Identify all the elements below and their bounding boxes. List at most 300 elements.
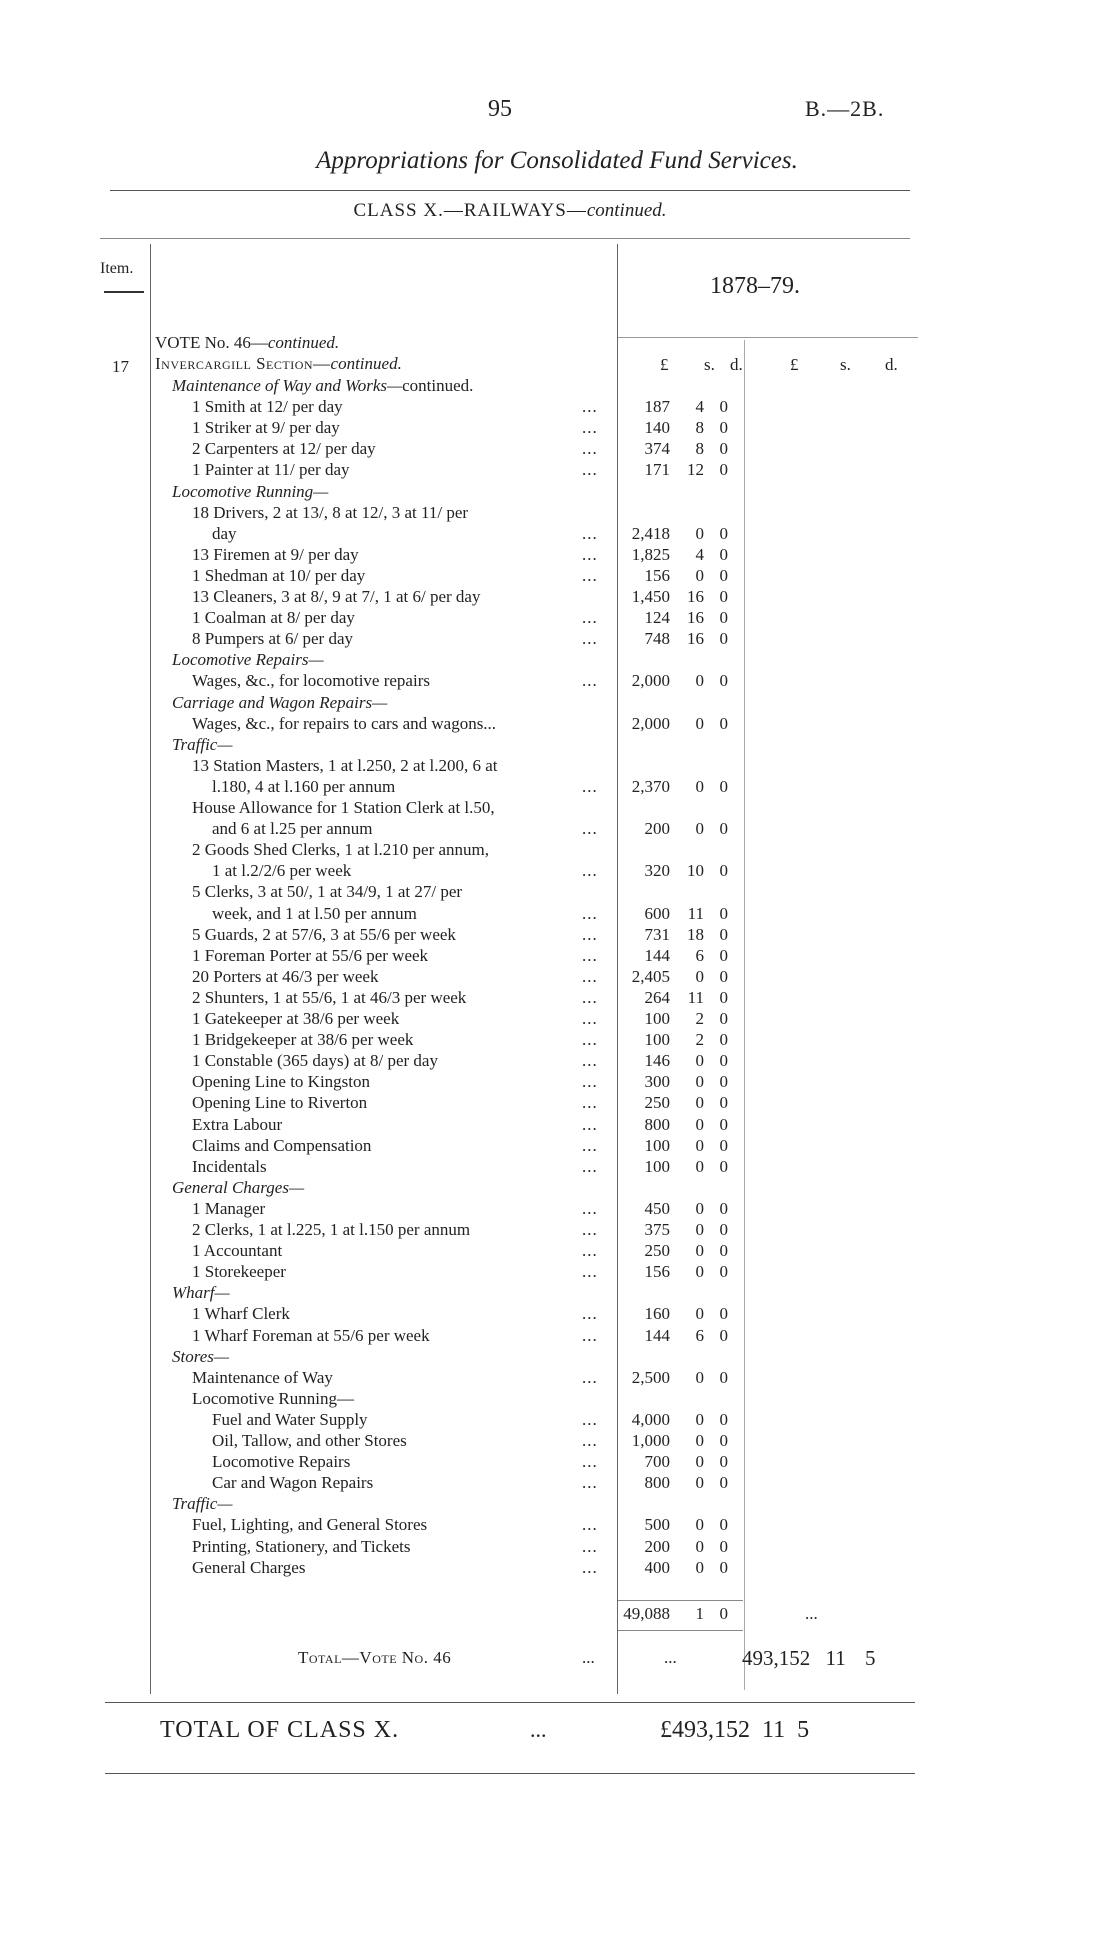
line-item <box>150 1093 1050 1114</box>
line-item-pounds: 144 <box>644 1325 670 1345</box>
page-number: 95 <box>488 96 512 122</box>
line-item-shillings: 0 <box>695 1114 704 1134</box>
line-item <box>150 1115 1050 1136</box>
line-item-label: 1 at l.2/2/6 per week <box>212 861 352 881</box>
leader-dots: ... <box>582 819 598 839</box>
line-item-label: 20 Porters at 46/3 per week <box>192 966 379 986</box>
line-item-shillings: 0 <box>695 1304 704 1324</box>
vote-total-pence: 5 <box>864 1646 876 1670</box>
line-item-label: 1 Foreman Porter at 55/6 per week <box>192 945 429 965</box>
line-item-pounds: 2,500 <box>631 1367 670 1387</box>
line-item <box>150 629 1050 650</box>
line-item-shillings: 0 <box>695 966 704 986</box>
line-item-label: l.180, 4 at l.160 per annum <box>212 776 396 796</box>
line-item-label: 2 Shunters, 1 at 55/6, 1 at 46/3 per week <box>192 987 467 1007</box>
class-title-continued: continued. <box>586 200 667 221</box>
class-title <box>0 200 1020 222</box>
line-item-shillings: 18 <box>687 924 704 944</box>
line-item-pence: 0 <box>719 544 728 564</box>
leader-dots: ... <box>582 418 598 438</box>
leader-dots: ... <box>582 1325 598 1345</box>
line-item-label: Extra Labour <box>192 1114 283 1134</box>
line-item <box>150 840 1050 861</box>
line-item <box>150 1304 1050 1325</box>
line-item <box>150 1072 1050 1093</box>
line-item-shillings: 0 <box>695 776 704 796</box>
line-item-pence: 0 <box>719 1030 728 1050</box>
line-item <box>150 1220 1050 1241</box>
line-item-shillings: 2 <box>695 1009 704 1028</box>
line-item <box>150 650 1050 671</box>
line-item-pence: 0 <box>719 671 728 691</box>
line-item-pence: 0 <box>719 1325 728 1345</box>
line-item-pence: 0 <box>719 776 728 796</box>
line-item <box>150 1199 1050 1220</box>
line-item-pence: 0 <box>719 439 728 459</box>
line-item-pounds: 400 <box>644 1557 670 1577</box>
pounds-header: £ <box>660 355 669 374</box>
class-total-amount: £493,152 11 5 <box>660 1717 810 1743</box>
line-item-label: Locomotive Running— <box>192 1388 354 1408</box>
line-item-pounds: 200 <box>644 819 670 839</box>
line-item <box>150 1009 1050 1030</box>
line-item <box>150 904 1050 925</box>
line-item-label: 2 Carpenters at 12/ per day <box>192 439 376 459</box>
line-item <box>150 397 1050 418</box>
line-item-pence: 0 <box>719 1536 728 1556</box>
line-item-label: Traffic— <box>172 734 233 754</box>
line-item-label: Locomotive Repairs— <box>172 650 324 670</box>
line-item-pence: 0 <box>719 587 728 606</box>
leader-dots: ... <box>582 1262 598 1282</box>
line-item-shillings: 0 <box>695 1220 704 1239</box>
line-item-label: Wages, &c., for repairs to cars and wagons... <box>192 713 497 733</box>
leader-dots: ... <box>582 1072 598 1092</box>
line-item-pence: 0 <box>719 861 728 881</box>
line-item-label: Stores— <box>172 1346 229 1366</box>
line-item-label: 1 Wharf Foreman at 55/6 per week <box>192 1325 430 1345</box>
line-item-label: 1 Storekeeper <box>192 1262 286 1282</box>
line-item-label: 13 Station Masters, 1 at l.250, 2 at l.200, 6 at <box>192 755 498 775</box>
line-item-pence: 0 <box>719 1220 728 1239</box>
line-item <box>150 1051 1050 1072</box>
line-item <box>150 1515 1050 1536</box>
leader-dots: ... <box>582 1135 598 1155</box>
line-item-shillings: 0 <box>695 1262 704 1282</box>
line-item <box>150 545 1050 566</box>
line-item-label: Traffic— <box>172 1494 233 1514</box>
line-item-label: 1 Bridgekeeper at 38/6 per week <box>192 1030 414 1050</box>
line-item-label: General Charges <box>192 1557 306 1577</box>
line-item-label: Fuel and Water Supply <box>212 1409 368 1429</box>
line-item-label: House Allowance for 1 Station Clerk at l.50, <box>192 798 495 817</box>
leader-dots: ... <box>582 1241 598 1261</box>
line-item-shillings: 0 <box>695 1051 704 1071</box>
line-item-shillings: 0 <box>695 565 704 585</box>
line-item-shillings: 8 <box>695 418 704 438</box>
leader-dots: ... <box>582 861 598 881</box>
leader-dots: ... <box>582 565 598 585</box>
line-item-shillings: 6 <box>695 1325 704 1345</box>
section-heading-continued: continued. <box>330 354 402 373</box>
class-total-top-rule <box>105 1702 915 1703</box>
line-item-pounds: 2,405 <box>631 966 670 986</box>
leader-dots: ... <box>582 1452 598 1472</box>
vote-total-amount <box>742 1646 875 1671</box>
line-item-label: Fuel, Lighting, and General Stores <box>192 1515 428 1535</box>
line-item-label: 1 Striker at 9/ per day <box>192 418 340 438</box>
title-rule <box>110 190 910 191</box>
leader-dots: ... <box>582 1114 598 1134</box>
line-item-label: 2 Clerks, 1 at l.225, 1 at l.150 per annum <box>192 1220 471 1239</box>
line-item-label: 5 Clerks, 3 at 50/, 1 at 34/9, 1 at 27/ per <box>192 882 463 902</box>
vote-heading <box>155 333 339 353</box>
vote-total-shillings: 11 <box>825 1646 846 1670</box>
subtotal-bottom-rule <box>618 1630 743 1631</box>
line-item-label: Opening Line to Riverton <box>192 1093 368 1113</box>
line-item-pence: 0 <box>719 608 728 628</box>
line-item-pence: 0 <box>719 1452 728 1472</box>
page-title: Appropriations for Consolidated Fund Services. <box>316 147 798 174</box>
line-item-pence: 0 <box>719 1114 728 1134</box>
line-item-pence: 0 <box>719 1262 728 1282</box>
line-item <box>150 1389 1050 1410</box>
line-item-pounds: 200 <box>644 1536 670 1556</box>
leader-dots: ... <box>582 629 598 649</box>
line-item <box>150 1326 1050 1347</box>
leader-dots: ... <box>582 460 598 480</box>
line-item-pounds: 375 <box>644 1220 670 1239</box>
line-item-label: 13 Cleaners, 3 at 8/, 9 at 7/, 1 at 6/ per day <box>192 587 481 606</box>
line-item <box>150 1136 1050 1157</box>
line-item-shillings: 0 <box>695 523 704 543</box>
section-heading-text: Invercargill Section— <box>155 354 331 373</box>
vote-total-pounds: 493,152 <box>742 1646 811 1670</box>
line-item-pounds: 156 <box>644 1262 670 1282</box>
leader-dots: ... <box>582 1220 598 1239</box>
line-item-shillings: 4 <box>695 544 704 564</box>
leader-dots: ... <box>582 1431 598 1450</box>
line-item-pounds: 1,825 <box>631 544 670 564</box>
line-item-pence: 0 <box>719 523 728 543</box>
line-item-pence: 0 <box>719 945 728 965</box>
leader-dots: ... <box>582 671 598 691</box>
line-item-pence: 0 <box>719 924 728 944</box>
line-item <box>150 988 1050 1009</box>
line-item-pence: 0 <box>719 629 728 649</box>
line-item <box>150 1410 1050 1431</box>
line-item-pence: 0 <box>719 1409 728 1429</box>
line-item-pounds: 4,000 <box>631 1409 670 1429</box>
line-item <box>150 1178 1050 1199</box>
line-item-pounds: 100 <box>644 1030 670 1050</box>
line-item-pence: 0 <box>719 397 728 417</box>
line-item <box>150 735 1050 756</box>
line-item <box>150 967 1050 988</box>
line-item-pounds: 140 <box>644 418 670 438</box>
line-item-label: Printing, Stationery, and Tickets <box>192 1536 411 1556</box>
year-header-rule <box>618 337 918 338</box>
line-item-shillings: 16 <box>687 608 704 628</box>
line-item-label: 1 Painter at 11/ per day <box>192 460 350 480</box>
line-item-shillings: 2 <box>695 1030 704 1050</box>
line-item-label: 1 Smith at 12/ per day <box>192 397 343 417</box>
line-item-pounds: 156 <box>644 565 670 585</box>
leader-dots: ... <box>582 1051 598 1071</box>
vote-total-label-text: Total—Vote No. 46 <box>298 1648 452 1667</box>
line-item-label: Oil, Tallow, and other Stores <box>212 1431 407 1450</box>
line-item <box>150 460 1050 481</box>
line-item-label: day <box>212 523 237 543</box>
total-pounds-header: £ <box>790 355 799 374</box>
leader-dots: ... <box>582 1093 598 1113</box>
section-heading <box>155 354 402 374</box>
line-item-pounds: 250 <box>644 1241 670 1261</box>
line-item-pence: 0 <box>719 1367 728 1387</box>
line-item-label: 1 Shedman at 10/ per day <box>192 565 366 585</box>
subtotal-right-dots: ... <box>805 1604 818 1623</box>
line-item-pounds: 250 <box>644 1093 670 1113</box>
subtotal-shillings: 1 <box>695 1604 704 1623</box>
line-item-label: Maintenance of Way <box>192 1367 333 1387</box>
line-item-pounds: 100 <box>644 1135 670 1155</box>
line-item-pence: 0 <box>719 1093 728 1113</box>
total-pence-header: d. <box>885 355 898 374</box>
line-item-label: 1 Gatekeeper at 38/6 per week <box>192 1009 400 1028</box>
line-item-pence: 0 <box>719 903 728 923</box>
line-item-shillings: 0 <box>695 1431 704 1450</box>
line-item <box>150 1473 1050 1494</box>
line-item <box>150 798 1050 819</box>
line-item <box>150 418 1050 439</box>
line-item-pounds: 748 <box>644 629 670 649</box>
line-item-pounds: 144 <box>644 945 670 965</box>
subtotal-top-rule <box>618 1600 743 1601</box>
subtotal-pence: 0 <box>719 1604 728 1623</box>
year-header: 1878–79. <box>710 273 800 299</box>
line-item <box>150 1537 1050 1558</box>
line-item-pounds: 2,418 <box>631 523 670 543</box>
line-item-pence: 0 <box>719 987 728 1007</box>
line-item-shillings: 0 <box>695 1198 704 1218</box>
leader-dots: ... <box>582 1367 598 1387</box>
line-item-pounds: 2,000 <box>631 671 670 691</box>
leader-dots: ... <box>582 1009 598 1028</box>
line-item <box>150 1283 1050 1304</box>
line-item-pounds: 800 <box>644 1473 670 1493</box>
leader-dots: ... <box>582 1198 598 1218</box>
line-item-pounds: 374 <box>644 439 670 459</box>
line-item-label: General Charges— <box>172 1177 305 1197</box>
line-item-pounds: 124 <box>644 608 670 628</box>
line-item-shillings: 6 <box>695 945 704 965</box>
total-shillings-header: s. <box>840 355 851 374</box>
line-item <box>150 1347 1050 1368</box>
leader-dots: ... <box>582 1473 598 1493</box>
line-item <box>150 1157 1050 1178</box>
line-item <box>150 671 1050 692</box>
line-item-label: 18 Drivers, 2 at 13/, 8 at 12/, 3 at 11/ per <box>192 502 469 522</box>
line-item-label: Opening Line to Kingston <box>192 1072 371 1092</box>
leader-dots: ... <box>582 1304 598 1324</box>
line-item <box>150 1241 1050 1262</box>
line-item-pence: 0 <box>719 1304 728 1324</box>
line-item-label: Locomotive Repairs <box>212 1452 351 1472</box>
line-item-shillings: 11 <box>687 987 704 1007</box>
line-item-pence: 0 <box>719 1473 728 1493</box>
line-item-pounds: 500 <box>644 1515 670 1535</box>
line-item-pounds: 171 <box>644 460 670 480</box>
line-item-shillings: 0 <box>695 1473 704 1493</box>
leader-dots: ... <box>582 903 598 923</box>
class-total-bottom-rule <box>105 1773 915 1774</box>
line-item-shillings: 10 <box>687 861 704 881</box>
line-item <box>150 756 1050 777</box>
line-item-label: 1 Constable (365 days) at 8/ per day <box>192 1051 438 1071</box>
shillings-header: s. <box>704 355 715 374</box>
line-item-shillings: 0 <box>695 1156 704 1176</box>
line-item-shillings: 0 <box>695 713 704 733</box>
line-item-label: 1 Manager <box>192 1198 266 1218</box>
line-item-pounds: 187 <box>644 397 670 417</box>
line-item <box>150 1452 1050 1473</box>
leader-dots: ... <box>582 608 598 628</box>
leader-dots: ... <box>582 776 598 796</box>
vote-heading-text: VOTE No. 46— <box>155 333 268 352</box>
line-item-label: 8 Pumpers at 6/ per day <box>192 629 353 649</box>
line-item <box>150 882 1050 903</box>
leader-dots: ... <box>582 1409 598 1429</box>
line-item-pounds: 600 <box>644 903 670 923</box>
subtotal-pounds: 49,088 <box>623 1604 670 1623</box>
line-item-pence: 0 <box>719 1431 728 1450</box>
leader-dots: ... <box>582 1030 598 1050</box>
line-item-pounds: 2,370 <box>631 776 670 796</box>
leader-dots: ... <box>582 1156 598 1176</box>
line-item <box>150 503 1050 524</box>
line-item <box>150 566 1050 587</box>
line-item-label: 1 Wharf Clerk <box>192 1304 290 1324</box>
line-item <box>150 925 1050 946</box>
line-item <box>150 1030 1050 1051</box>
class-title-main: CLASS X.—RAILWAYS— <box>353 200 587 221</box>
pence-header: d. <box>730 355 743 374</box>
line-item-pounds: 100 <box>644 1009 670 1028</box>
line-item-shillings: 0 <box>695 1241 704 1261</box>
leader-dots: ... <box>582 966 598 986</box>
line-item <box>150 608 1050 629</box>
line-item-shillings: 0 <box>695 819 704 839</box>
document-reference: B.—2B. <box>805 96 885 121</box>
line-item-label: 1 Accountant <box>192 1241 283 1261</box>
line-item-pence: 0 <box>719 819 728 839</box>
line-item-label: 13 Firemen at 9/ per day <box>192 544 359 564</box>
leader-dots: ... <box>582 1536 598 1556</box>
leader-dots: ... <box>582 987 598 1007</box>
line-item-pounds: 450 <box>644 1198 670 1218</box>
line-item <box>150 1262 1050 1283</box>
line-item <box>150 819 1050 840</box>
line-item-pence: 0 <box>719 1072 728 1092</box>
line-item <box>150 693 1050 714</box>
leader-dots: ... <box>582 544 598 564</box>
line-item-shillings: 0 <box>695 1093 704 1113</box>
line-item-pence: 0 <box>719 418 728 438</box>
line-item-pence: 0 <box>719 1051 728 1071</box>
line-item-pounds: 700 <box>644 1452 670 1472</box>
line-item-shillings: 0 <box>695 1409 704 1429</box>
line-item <box>150 777 1050 798</box>
line-item-label: Wharf— <box>172 1283 230 1303</box>
line-item-pence: 0 <box>719 1515 728 1535</box>
line-item-pounds: 731 <box>644 924 670 944</box>
line-item-label-tail: continued. <box>402 376 474 395</box>
line-item <box>150 376 1050 397</box>
line-item-shillings: 11 <box>687 903 704 923</box>
line-item-pounds: 264 <box>644 987 670 1007</box>
class-total-label: TOTAL OF CLASS X. <box>160 1717 400 1743</box>
line-item <box>150 946 1050 967</box>
line-item-shillings: 16 <box>687 587 704 606</box>
leader-dots: ... <box>582 523 598 543</box>
line-item-pounds: 146 <box>644 1051 670 1071</box>
vote-total-dots: ... <box>582 1648 595 1667</box>
vote-total-mid-dots: ... <box>664 1648 677 1667</box>
line-item-shillings: 0 <box>695 1515 704 1535</box>
line-item-shillings: 12 <box>687 460 704 480</box>
line-item-shillings: 0 <box>695 1452 704 1472</box>
line-item-pounds: 300 <box>644 1072 670 1092</box>
line-item-pence: 0 <box>719 460 728 480</box>
line-item-label: Incidentals <box>192 1156 267 1176</box>
line-item <box>150 714 1050 735</box>
line-item-label: 1 Coalman at 8/ per day <box>192 608 355 628</box>
leader-dots: ... <box>582 924 598 944</box>
line-item-pounds: 100 <box>644 1156 670 1176</box>
line-item-pence: 0 <box>719 713 728 733</box>
line-item <box>150 1368 1050 1389</box>
line-item <box>150 482 1050 503</box>
line-item-label: week, and 1 at l.50 per annum <box>212 903 417 923</box>
item-header-underline <box>104 291 144 293</box>
line-item-label: 2 Goods Shed Clerks, 1 at l.210 per annum, <box>192 840 489 860</box>
line-item-shillings: 0 <box>695 1536 704 1556</box>
line-item <box>150 1558 1050 1579</box>
line-item-pounds: 2,000 <box>631 713 670 733</box>
line-item-pence: 0 <box>719 1557 728 1577</box>
leader-dots: ... <box>582 1557 598 1577</box>
leader-dots: ... <box>582 945 598 965</box>
class-total-dots: ... <box>530 1717 547 1742</box>
line-item-pounds: 1,000 <box>631 1431 670 1450</box>
line-item-shillings: 0 <box>695 1367 704 1387</box>
line-item-shillings: 0 <box>695 1072 704 1092</box>
line-item-pence: 0 <box>719 1009 728 1028</box>
line-item-pence: 0 <box>719 1156 728 1176</box>
line-item-label: Maintenance of Way and Works—continued. <box>172 376 474 395</box>
line-item <box>150 1431 1050 1452</box>
vote-total-label <box>298 1648 451 1668</box>
leader-dots: ... <box>582 397 598 417</box>
line-item-pence: 0 <box>719 565 728 585</box>
line-item <box>150 524 1050 545</box>
line-item-label: and 6 at l.25 per annum <box>212 819 373 839</box>
line-item-pence: 0 <box>719 966 728 986</box>
line-item-label: Locomotive Running— <box>172 481 329 501</box>
line-item <box>150 587 1050 608</box>
leader-dots: ... <box>582 439 598 459</box>
line-item-label: Carriage and Wagon Repairs— <box>172 692 388 712</box>
